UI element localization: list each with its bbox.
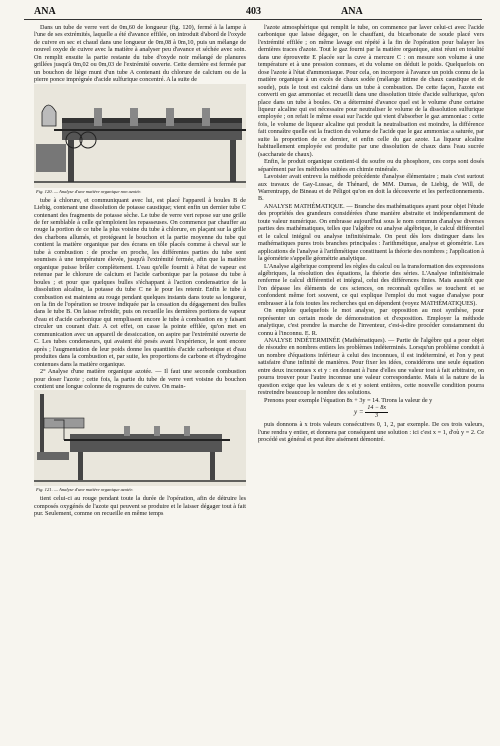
- running-header: [24, 6, 482, 20]
- page-number: 403: [246, 6, 261, 17]
- formula-lhs: y =: [353, 408, 364, 417]
- figure-caption: Fig. 121. — Analyse d'une matière organique azotée.: [36, 487, 134, 493]
- paragraph: tient celui-ci au rouge pendant toute la durée de l'opération, afin de détruire les composés oxygénés de l'azote qui peuvent se produire et le laisser dégager tout à fait pur. Seulement, comme on recueille en même temps: [34, 495, 246, 518]
- figure-120: [34, 84, 246, 195]
- paragraph: Dans un tube de verre vert de 0m,60 de longueur (fig. 120), fermé à la lampe à l'une de ses extrémités, laquelle a été d'avance effilée, on introduit d'abord de l'oxyde de cuivre en sec et chaud dans une longueur de 0m,08 à 0m,10, puis un mélange de nouvel oxyde de cuivre avec la matière à analyser peu d'avance et séchée avec soin. On remplit ensuite la partie restante du tube d'oxyde noir mélangé de planures grillées jusqu'à 0m,02 ou 0m,03 de l'extrémité ouverte. Cette dernière est fermée par un bouchon de liège muni d'un tube A contenant du chlorure de calcium ou de la pierre ponce imprégnée d'acide sulfurique concentré. A la suite de: [34, 24, 246, 84]
- right-column: [258, 24, 484, 443]
- left-column: [34, 24, 246, 518]
- paragraph: tube à chlorure, et communiquant avec lui, est placé l'appareil à boules B de Liebig, contenant une dissolution de potasse caustique; vient enfin un dernier tube C contenant des fragments de potasse sèche. Le tube de verre vert repose sur une grille de fer semblable à celle qu'emploient les repasseuses. On commence par chauffer au rouge la portion de ce tube la plus voisine du tube à chlorure, en plaçant sur la grille des charbons allumés, et protégeant le bouchon et la partie moyenne du tube qui contient la matière organique par des écrans en tôle placés comme à cheval sur le tube à combustion : de proche en proche, les différentes parties du tube sont soumises à une température élevée, jusqu'à l'extrémité fermée, afin que la matière organique puisse brûler complètement. L'eau qu'elle fournit à l'état de vapeur est retenue par le chlorure de calcium et l'acide carbonique par la potasse du tube à boules ; et pour que quelques bulles s'échappant à l'action condensatrice de la dissolution alcaline, la potasse du tube C ne le pour les retenir. Enfin le tube à combustion est maintenu au rouge pendant quelques instants dans toute sa longueur, on la fin de l'opération se trouve indiquée par la cessation du dégagement des bulles dans le tube B. On laisse refroidir, puis on recueille les dernières portions de vapeur d'eau et d'acide carbonique qui remplissent encore le tube à combustion en y faisant circuler un courant d'air. A cet effet, on casse la pointe effilée, qu'on met en communication avec un appareil de dessiccation, on aspire par l'extrémité ouverte de C. Les tubes condenseurs, qui avaient été pesés avant l'expérience, le sont encore après ; l'augmentation de leur poids donne les quantités d'acide carbonique et d'eau produites dans la combustion et, par suite, les proportions de carbone et d'hydrogène contenues dans la matière organique.: [34, 196, 246, 368]
- formula-denominator: 3: [375, 413, 379, 420]
- paragraph: Lavoisier avait entrevu la méthode précédente d'analyse élémentaire ; mais c'est surtout aux travaux de Gay-Lussac, de Thénard, de MM. Dumas, de Liebig, de Will, de Warrentrapp, de Bineau et de Péligot qu'on en doit la découverte et les perfectionnements. B.: [258, 173, 484, 203]
- combustion-apparatus-illustration: [34, 84, 246, 188]
- paragraph: ANALYSE MATHÉMATIQUE. — Branche des mathématiques ayant pour objet l'étude des propriétés des grandeurs considérées d'une manière abstraite et indépendamment de toute valeur numérique. On embrasse aujourd'hui sous le nom commun d'analyse diverses parties des mathématiques, telles que l'algèbre ou analyse algébrique, le calcul différentiel et le calcul intégral ou analyse infinitésimale. On peut dès lors distinguer dans les mathématiques pures trois branches principales : l'arithmétique, analyse et géométrie. Les applications de l'analyse à l'arithmétique constituent la théorie des nombres ; l'application à la géométrie s'appelle géométrie analytique.: [258, 202, 484, 263]
- paragraph: Prenons pour exemple l'équation 8x + 3y = 14. Tirons la valeur de y: [264, 396, 433, 404]
- header-rule: [24, 19, 482, 20]
- formula: [258, 405, 484, 420]
- paragraph: 2° Analyse d'une matière organique azotée. — Il faut une seconde combustion pour doser l'azote ; cette fois, la partie du tube de verre vert voisine du bouchon contient une longue colonne de rognures de cuivre. On main-: [34, 368, 246, 390]
- paragraph: L'Analyse algébrique comprend les règles du calcul ou la transformation des expressions algébriques, la résolution des équations, la théorie des séries. L'Analyse infinitésimale renferme le calcul différentiel et intégral, celui des différences finies. Mais aussitôt que l'on dépasse les éléments de ces sciences, on reconnaît qu'elles se touchent et se confondent même fort souvent, ce qui explique l'emploi du mot vague d'analyse pour embrasser à la fois toutes les recherches qui en dépendent (voyez MATHÉMATIQUES).: [258, 262, 484, 307]
- header-left-word: ANA: [34, 6, 56, 17]
- paragraph: On emploie quelquefois le mot analyse, par opposition au mot synthèse, pour représenter un certain mode de démonstration et d'exposition. Employer la méthode analytique, c'est prendre la marche de l'inventeur, c'est-à-dire procéder constamment du connu à l'inconnu. E. R.: [258, 307, 484, 337]
- figure-121: [34, 390, 246, 493]
- formula-numerator: 14 − 8x: [367, 405, 387, 412]
- paragraph: Enfin, le produit organique contient-il du soufre ou du phosphore, ces corps sont dosés séparément par les méthodes usitées en chimie minérale.: [258, 158, 484, 173]
- header-right-word: ANA: [341, 6, 363, 17]
- paragraph: ANALYSE INDÉTERMINÉE (Mathématiques). — Partie de l'algèbre qui a pour objet de résoudre en nombres entiers les problèmes indéterminés. Lorsqu'un problème conduit à un nombre d'équations inférieur à celui des inconnues, il est indéterminé, et l'on y peut satisfaire d'une infinité de manières. Pour fixer les idées, considérons une seule équation entre deux inconnues x et y : en donnant à l'une d'elles une valeur tout à fait arbitraire, on pourra trouver pour l'autre inconnue une valeur correspondante. Mais si la nature de la question exige que les valeurs de x et y soient entières, cette nouvelle condition pourra restreindre beaucoup le nombre des solutions.: [258, 337, 484, 397]
- paragraph: l'azote atmosphérique qui remplit le tube, on commence par laver celui-ci avec l'acide carbonique que laisse dégager, on le chauffant, du bicarbonate de soude placé vers l'extrémité effilée ; on même lavage est répété à la fin de l'opération pour balayer les dernières traces d'azote. Tout le gaz fourni par la matière organique, ainsi réuni en totalité dans une éprouvette E placée sur la cuve à mercure C : on mesure son volume à une température et à une pression connues, et du volume on déduit le poids. Quelquefois on dose l'azote à l'état d'ammoniaque. Pour cela, on incorpore à l'avance un poids connu de la matière organique à un excès de chaux sodée (mélange intime de chaux caustique et de soude), puis le tout est calciné dans un tube à combustion. De cette façon, l'azote est converti en gaz ammoniac et recueilli dans une dissolution titrée d'acide sulfurique, qu'on place dans un tube à boules. On a déterminé d'avance quel est le volume d'une certaine liqueur alcaline qui est nécessaire pour neutraliser le volume de la dissolution sulfurique employée ; on refait le même essai sur l'acide qui vient d'absorber le gaz ammoniac : cette fois, le volume de liqueur alcaline qui produit la neutralisation est moindre, la différence fait connaître quelle est la fraction du volume de l'acide que le gaz ammoniac a saturée, par suite la proportion de ce dernier, et enfin celle du gaz azote. La liqueur alcaline habituellement employée est produite par une dissolution de chaux dans l'eau sucrée (saccharate de chaux).: [258, 24, 484, 158]
- figure-caption: Fig. 120. — Analyse d'une matière organique non azotée.: [36, 188, 142, 194]
- paragraph: puis donnons à x trois valeurs consécutives 0, 1, 2, par exemple. De ces trois valeurs, l'une rendra y entier, et donnera par conséquent une solution : ici c'est x = 1, d'où y = 2. Ce procédé est général et peut être aisément démontré.: [258, 421, 484, 444]
- formula-fraction: [365, 405, 388, 420]
- nitrogen-analysis-illustration: [34, 390, 246, 486]
